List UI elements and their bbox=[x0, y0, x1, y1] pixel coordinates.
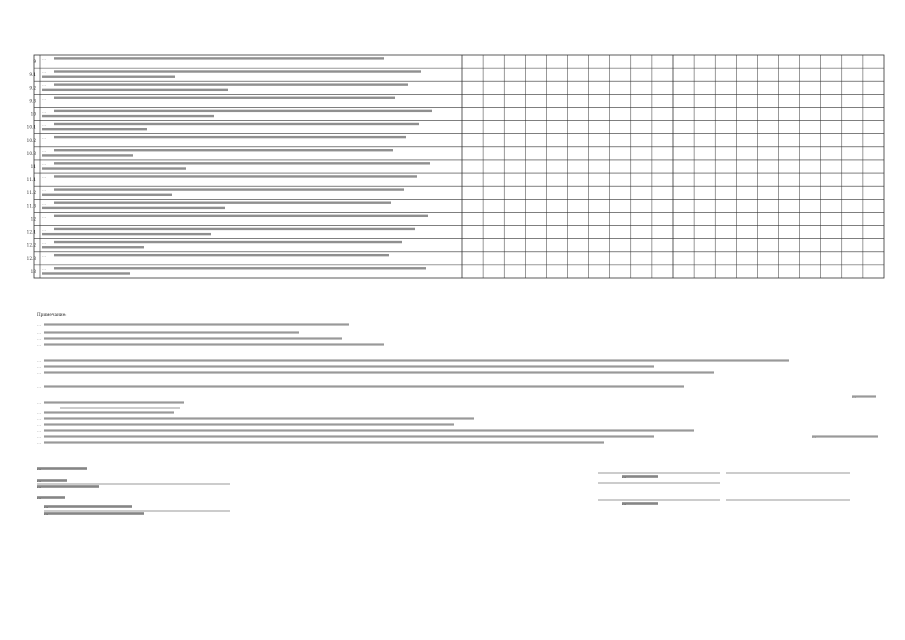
note-ink bbox=[44, 323, 349, 325]
row-number: 12 bbox=[30, 216, 36, 222]
row-description: … bbox=[42, 95, 46, 101]
row-ink bbox=[54, 175, 417, 177]
row-ink bbox=[42, 188, 404, 196]
note-text: … bbox=[37, 336, 41, 341]
note-line bbox=[37, 342, 384, 347]
row-number: 11 bbox=[30, 164, 36, 169]
note-line bbox=[37, 400, 184, 405]
executor-label bbox=[37, 478, 67, 483]
row-number: 10.3 bbox=[26, 150, 36, 156]
agreed-value bbox=[44, 504, 132, 509]
note-ink bbox=[44, 435, 654, 437]
signature-section bbox=[37, 466, 850, 516]
row-text-ink bbox=[54, 228, 415, 230]
note-ink bbox=[44, 411, 174, 413]
row-description: … bbox=[42, 160, 46, 166]
row-text-ink bbox=[54, 70, 421, 72]
row-text-ink bbox=[54, 241, 402, 243]
row-text-ink bbox=[42, 128, 147, 130]
agreed-label-ink bbox=[37, 496, 65, 499]
row-description: … bbox=[42, 200, 46, 206]
row-text-ink bbox=[42, 207, 225, 209]
note-ink bbox=[44, 337, 342, 339]
row-ink bbox=[42, 228, 415, 236]
note-line bbox=[37, 330, 299, 335]
row-number: 12.2 bbox=[26, 242, 36, 248]
row-number: 9.3 bbox=[29, 98, 36, 104]
note-line bbox=[37, 364, 654, 369]
note-text: … bbox=[37, 428, 41, 433]
note-text: … bbox=[37, 358, 41, 363]
row-text-ink bbox=[54, 57, 384, 59]
note-text: … bbox=[37, 322, 41, 327]
note-line bbox=[37, 410, 174, 415]
row-ink bbox=[54, 97, 395, 99]
side-note bbox=[812, 434, 878, 439]
row-text-ink bbox=[42, 233, 211, 235]
row-text-ink bbox=[54, 136, 406, 138]
row-ink bbox=[42, 83, 408, 91]
row-text-ink bbox=[54, 123, 419, 125]
side-note bbox=[852, 394, 876, 399]
row-number: 12.3 bbox=[26, 255, 36, 261]
row-number: 10.2 bbox=[26, 137, 36, 143]
note-line bbox=[37, 434, 654, 439]
row-text-ink bbox=[54, 201, 391, 203]
row-description: … bbox=[42, 69, 46, 75]
executor-label-ink bbox=[37, 479, 67, 482]
row-text-ink bbox=[54, 149, 393, 151]
row-text-ink bbox=[54, 254, 389, 256]
note-ink bbox=[44, 359, 789, 361]
row-description: … bbox=[42, 147, 46, 153]
note-ink bbox=[44, 385, 684, 387]
row-text-ink bbox=[54, 162, 430, 164]
row-text-ink bbox=[42, 76, 175, 78]
row-number: 11.2 bbox=[26, 190, 36, 196]
note-line bbox=[37, 440, 604, 445]
row-description: … bbox=[42, 213, 46, 219]
agreed-sub bbox=[44, 511, 144, 516]
table-border bbox=[34, 55, 884, 278]
agreed-label bbox=[37, 495, 65, 500]
row-number: 12.1 bbox=[26, 229, 36, 235]
row-text-ink bbox=[42, 246, 144, 248]
notes-section bbox=[37, 312, 878, 445]
row-ink bbox=[54, 136, 406, 138]
row-ink bbox=[54, 254, 389, 256]
row-number: 11.3 bbox=[26, 203, 36, 209]
row-description: … bbox=[42, 121, 46, 127]
row-description: … bbox=[42, 56, 46, 61]
row-number: 9.1 bbox=[29, 72, 36, 78]
note-text: … bbox=[37, 330, 41, 335]
signature-caption bbox=[622, 501, 658, 506]
note-ink bbox=[44, 365, 654, 367]
signature-caption-ink bbox=[622, 502, 658, 505]
note-line bbox=[37, 384, 684, 389]
side-note-ink bbox=[852, 395, 876, 397]
row-ink bbox=[54, 57, 384, 59]
row-description: … bbox=[42, 82, 46, 88]
row-ink bbox=[42, 149, 393, 157]
row-ink bbox=[42, 267, 426, 275]
row-text-ink bbox=[42, 167, 186, 169]
note-text: … bbox=[37, 400, 41, 405]
note-ink bbox=[44, 331, 299, 333]
head-label-ink bbox=[37, 467, 87, 470]
note-ink bbox=[44, 343, 384, 345]
note-ink bbox=[44, 417, 474, 419]
row-description: … bbox=[42, 252, 46, 258]
row-text-ink bbox=[54, 267, 426, 269]
note-line bbox=[37, 336, 342, 341]
row-text-ink bbox=[42, 272, 130, 274]
row-text-ink bbox=[54, 97, 395, 99]
row-text-ink bbox=[42, 194, 172, 196]
row-ink bbox=[42, 162, 430, 170]
notes-heading: Примечание: bbox=[37, 312, 67, 317]
note-ink bbox=[44, 401, 184, 403]
note-line bbox=[37, 358, 789, 363]
note-line bbox=[37, 422, 454, 427]
note-text: … bbox=[37, 434, 41, 439]
row-description: … bbox=[42, 226, 46, 232]
note-text: … bbox=[37, 364, 41, 369]
row-ink bbox=[42, 201, 391, 209]
agreed-value-ink bbox=[44, 505, 132, 508]
note-text: … bbox=[37, 422, 41, 427]
row-ink bbox=[54, 215, 428, 217]
row-text-ink bbox=[54, 188, 404, 190]
row-ink bbox=[42, 70, 421, 78]
note-text: … bbox=[37, 410, 41, 415]
note-ink bbox=[44, 441, 604, 443]
note-line bbox=[37, 428, 694, 433]
note-text: … bbox=[37, 342, 41, 347]
row-number: 13 bbox=[30, 268, 36, 274]
executor-sub-ink bbox=[37, 485, 99, 488]
note-text: … bbox=[37, 416, 41, 421]
row-ink bbox=[42, 123, 419, 131]
row-ink bbox=[42, 110, 432, 118]
note-text: … bbox=[37, 440, 41, 445]
note-text: … bbox=[37, 370, 41, 375]
data-table bbox=[27, 55, 884, 278]
row-text-ink bbox=[42, 89, 228, 91]
row-text-ink bbox=[54, 110, 432, 112]
row-ink bbox=[42, 241, 402, 249]
row-text-ink bbox=[42, 115, 214, 117]
note-ink bbox=[44, 423, 454, 425]
note-ink bbox=[44, 429, 694, 431]
row-description: … bbox=[42, 174, 46, 180]
row-text-ink bbox=[54, 215, 428, 217]
note-line bbox=[37, 322, 349, 327]
row-description: … bbox=[42, 108, 46, 114]
signature-caption-ink bbox=[622, 475, 658, 478]
row-number: 9 bbox=[33, 59, 36, 65]
note-line bbox=[37, 370, 714, 375]
row-description: … bbox=[42, 239, 46, 245]
agreed-sub-ink bbox=[44, 512, 144, 515]
note-ink bbox=[44, 371, 714, 373]
note-text: … bbox=[37, 384, 41, 389]
side-note-ink bbox=[812, 435, 878, 437]
note-line bbox=[37, 416, 474, 421]
row-description: … bbox=[42, 265, 46, 271]
row-number: 9.2 bbox=[29, 85, 36, 91]
signature-caption bbox=[622, 474, 658, 479]
executor-sub bbox=[37, 484, 99, 489]
row-number: 10.1 bbox=[26, 124, 36, 130]
row-number: 10 bbox=[30, 111, 36, 117]
row-text-ink bbox=[54, 83, 408, 85]
row-text-ink bbox=[42, 154, 133, 156]
row-description: … bbox=[42, 134, 46, 140]
head-label bbox=[37, 466, 87, 471]
row-text-ink bbox=[54, 175, 417, 177]
row-number: 11.1 bbox=[26, 177, 36, 183]
row-description: … bbox=[42, 187, 46, 193]
